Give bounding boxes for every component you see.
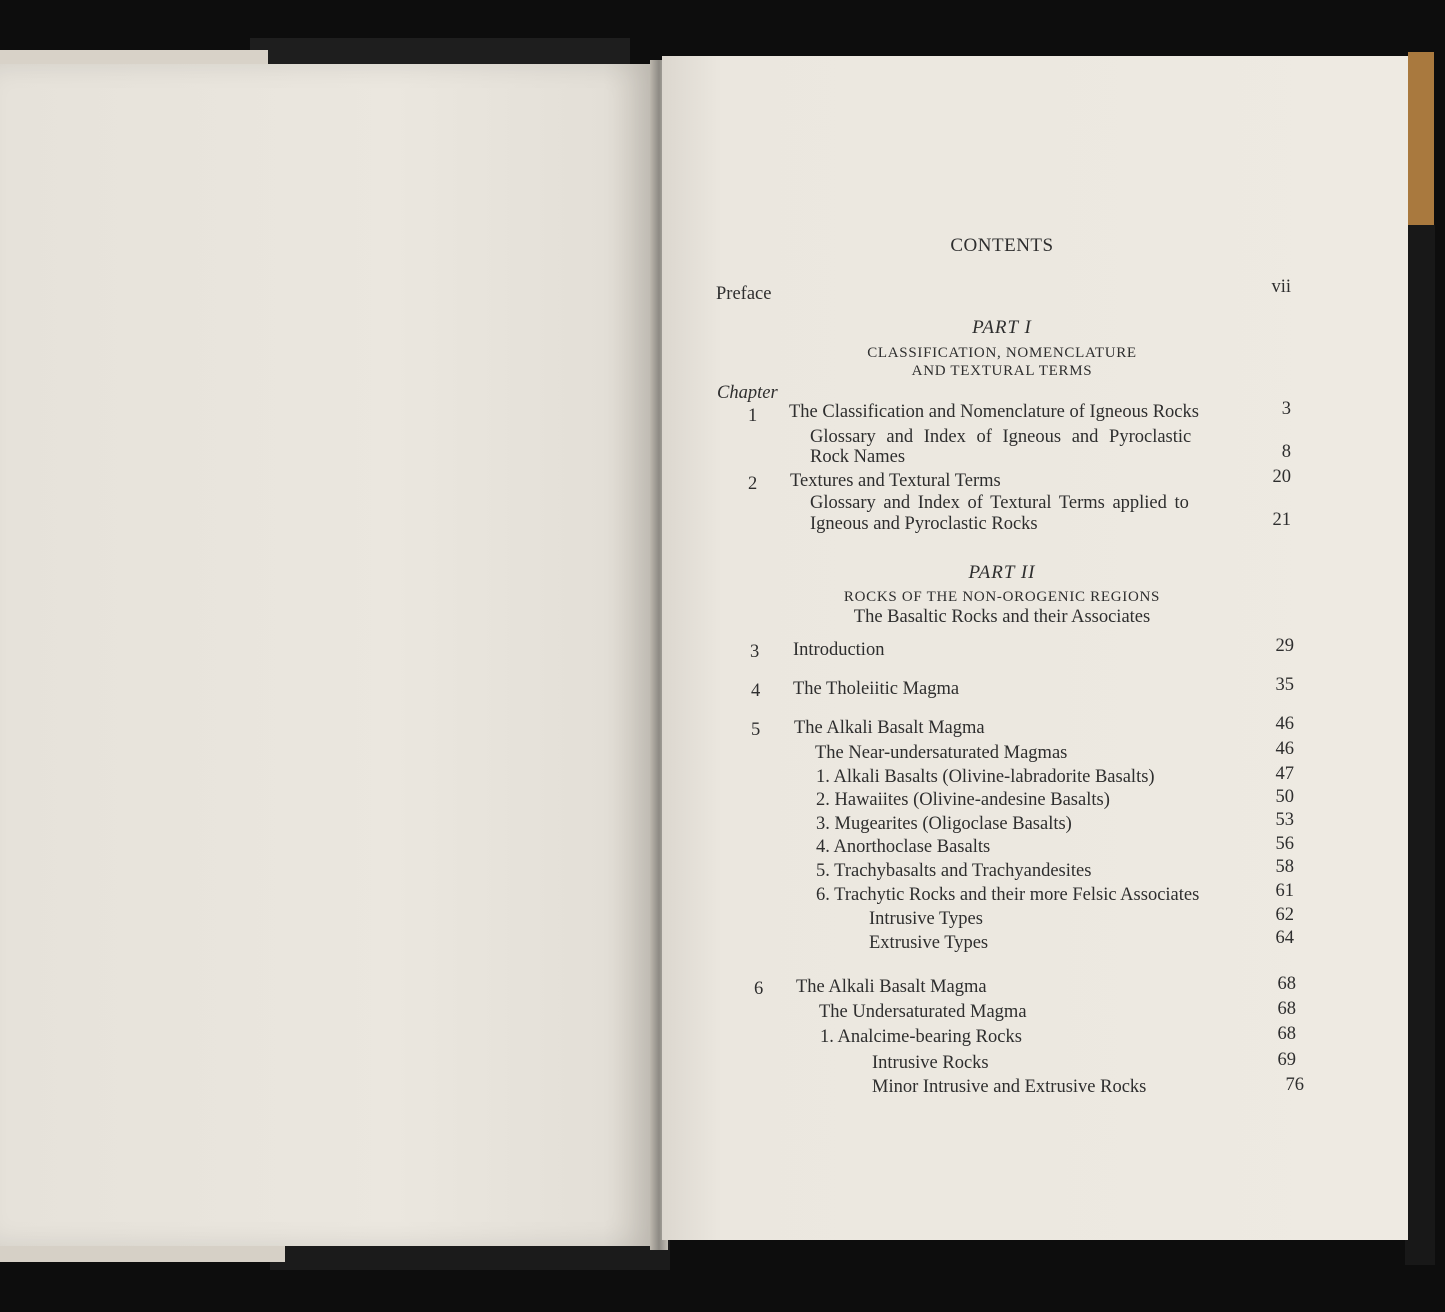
ch4-title: The Tholeiitic Magma bbox=[793, 679, 960, 699]
ch1-sub1-page: 8 bbox=[1281, 442, 1291, 462]
part1-label: PART I bbox=[972, 317, 1032, 338]
ch6-item-1: 1. Analcime-bearing Rocks bbox=[820, 1027, 1022, 1047]
ch6-subitem-minor-page: 76 bbox=[1285, 1075, 1304, 1095]
ch2-sub1-line2: Igneous and Pyroclastic Rocks bbox=[810, 514, 1038, 534]
ch5-item-4: 4. Anorthoclase Basalts bbox=[816, 837, 991, 857]
part2-heading-line2: The Basaltic Rocks and their Associates bbox=[853, 607, 1151, 627]
ch5-subitem-extrusive: Extrusive Types bbox=[869, 933, 989, 953]
ch5-item-1: 1. Alkali Basalts (Olivine-labradorite Basalts) bbox=[816, 767, 1155, 787]
preface-page: vii bbox=[1271, 277, 1291, 297]
ch1-sub1-line2: Rock Names bbox=[810, 447, 906, 467]
ch2-sub1-page: 21 bbox=[1272, 510, 1291, 530]
ch1-title: The Classification and Nomenclature of Igneous Rocks bbox=[789, 402, 1199, 422]
chapter-label: Chapter bbox=[717, 383, 778, 403]
ch5-section-title: The Near-undersaturated Magmas bbox=[815, 743, 1068, 763]
ch5-section-page: 46 bbox=[1275, 739, 1294, 759]
book-board-right bbox=[1405, 225, 1435, 1265]
ch5-subitem-extrusive-page: 64 bbox=[1275, 928, 1294, 948]
ch5-item-6: 6. Trachytic Rocks and their more Felsic Associates bbox=[816, 885, 1200, 905]
ch5-item-2-page: 50 bbox=[1275, 787, 1294, 807]
ch3-title: Introduction bbox=[793, 640, 885, 660]
ch5-item-3-page: 53 bbox=[1275, 810, 1294, 830]
ch5-item-2: 2. Hawaiites (Olivine-andesine Basalts) bbox=[816, 790, 1110, 810]
ch5-item-3: 3. Mugearites (Oligoclase Basalts) bbox=[816, 814, 1072, 834]
ch5-item-1-page: 47 bbox=[1275, 764, 1294, 784]
ch4-number: 4 bbox=[751, 681, 761, 701]
ch5-number: 5 bbox=[751, 720, 761, 740]
part2-heading-line1: ROCKS OF THE NON-OROGENIC REGIONS bbox=[843, 589, 1161, 605]
ch6-section-page: 68 bbox=[1277, 999, 1296, 1019]
ch5-page: 46 bbox=[1275, 714, 1294, 734]
ch6-title: The Alkali Basalt Magma bbox=[796, 977, 987, 997]
ch3-page: 29 bbox=[1275, 636, 1294, 656]
ch6-subitem-minor: Minor Intrusive and Extrusive Rocks bbox=[872, 1077, 1147, 1097]
book-spine-edge bbox=[1408, 52, 1434, 227]
left-page-blank bbox=[0, 64, 656, 1246]
ch5-subitem-intrusive-page: 62 bbox=[1275, 905, 1294, 925]
ch5-item-5: 5. Trachybasalts and Trachyandesites bbox=[816, 861, 1092, 881]
contents-page bbox=[662, 56, 1408, 1240]
ch5-item-5-page: 58 bbox=[1275, 857, 1294, 877]
ch6-subitem-intrusive-page: 69 bbox=[1277, 1050, 1296, 1070]
ch2-sub1-line1: Glossary and Index of Textural Terms applied to bbox=[810, 493, 1189, 513]
ch2-page: 20 bbox=[1272, 467, 1291, 487]
ch6-number: 6 bbox=[754, 979, 764, 999]
ch5-subitem-intrusive: Intrusive Types bbox=[869, 909, 983, 929]
contents-title: CONTENTS bbox=[950, 235, 1054, 256]
ch5-title: The Alkali Basalt Magma bbox=[794, 718, 985, 738]
ch1-page: 3 bbox=[1281, 399, 1291, 419]
part1-heading-line2: AND TEXTURAL TERMS bbox=[911, 363, 1093, 379]
part2-label: PART II bbox=[968, 562, 1036, 583]
ch6-section-title: The Undersaturated Magma bbox=[819, 1002, 1027, 1022]
ch6-item-1-page: 68 bbox=[1277, 1024, 1296, 1044]
part1-heading-line1: CLASSIFICATION, NOMENCLATURE bbox=[867, 345, 1137, 361]
ch3-number: 3 bbox=[750, 642, 760, 662]
ch1-number: 1 bbox=[748, 406, 758, 426]
ch5-item-4-page: 56 bbox=[1275, 834, 1294, 854]
ch1-sub1-line1: Glossary and Index of Igneous and Pyroclastic bbox=[810, 427, 1192, 447]
ch6-subitem-intrusive: Intrusive Rocks bbox=[872, 1053, 989, 1073]
ch5-item-6-page: 61 bbox=[1275, 881, 1294, 901]
preface-label: Preface bbox=[716, 284, 772, 304]
ch6-page: 68 bbox=[1277, 974, 1296, 994]
ch2-number: 2 bbox=[748, 474, 758, 494]
ch2-title: Textures and Textural Terms bbox=[790, 471, 1001, 491]
ch4-page: 35 bbox=[1275, 675, 1294, 695]
